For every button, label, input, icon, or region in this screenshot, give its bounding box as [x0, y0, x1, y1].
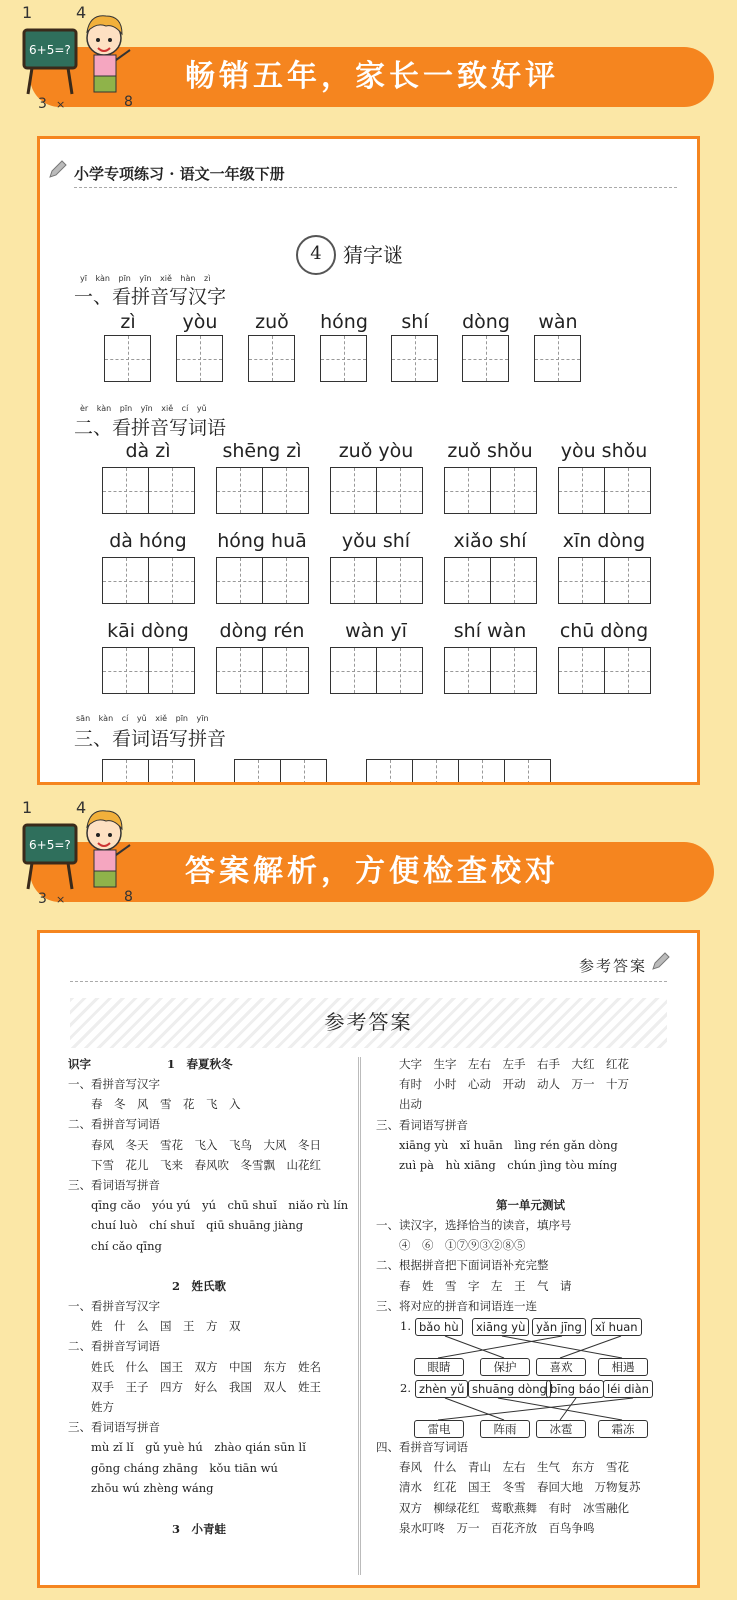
writing-grid [176, 335, 223, 382]
pencil-icon [46, 157, 70, 181]
word-option: 霜冻 [598, 1420, 648, 1438]
writing-grid [391, 335, 438, 382]
writing-grid [148, 557, 195, 604]
answer-line: 二、看拼音写词语 [68, 1117, 160, 1132]
match-line [560, 1398, 576, 1420]
writing-grid [104, 335, 151, 382]
answer-line: 春 姓 雪 字 左 王 气 请 [376, 1278, 572, 1293]
pinyin-option: léi diàn [603, 1380, 653, 1398]
writing-grid [490, 647, 537, 694]
pinyin-label: xīn dòng [562, 530, 646, 552]
answer-line: chí cǎo qīng [68, 1238, 162, 1253]
pinyin-option: zhèn yǔ [415, 1380, 468, 1398]
writing-grid [490, 467, 537, 514]
writing-grid [330, 647, 377, 694]
section1-pinyin: yī kàn pīn yīn xiě hàn zì [80, 274, 211, 283]
pinyin-label: yòu [182, 311, 218, 333]
pinyin-writing-box [458, 759, 505, 785]
answer-line: 二、根据拼音把下面词语补充完整 [376, 1258, 549, 1273]
writing-grid [148, 467, 195, 514]
writing-grid [490, 557, 537, 604]
pinyin-label: xiǎo shí [453, 530, 527, 552]
word-option: 冰雹 [536, 1420, 586, 1438]
pinyin-label: wàn [538, 311, 578, 333]
section3-title: 三、看词语写拼音 [74, 728, 227, 750]
pinyin-label: hóng [320, 311, 368, 333]
writing-grid [444, 467, 491, 514]
answer-line: 春风 冬天 雪花 飞入 飞鸟 大风 冬日 [68, 1137, 321, 1152]
pinyin-label: zuǒ shǒu [447, 440, 533, 462]
word-option: 喜欢 [536, 1358, 586, 1376]
pinyin-writing-box [504, 759, 551, 785]
match-line [560, 1336, 621, 1358]
writing-grid [462, 335, 509, 382]
answer-line: zhōu wú zhèng wáng [68, 1480, 214, 1495]
writing-grid [330, 467, 377, 514]
answer-line: 姓方 [68, 1400, 114, 1414]
worksheet-header: 小学专项练习 · 语文一年级下册 [74, 165, 285, 183]
section2-title: 二、看拼音写词语 [74, 417, 227, 439]
writing-grid [604, 467, 651, 514]
answer-line: 姓氏 什么 国王 双方 中国 东方 姓名 [68, 1359, 321, 1374]
writing-grid [534, 335, 581, 382]
writing-grid [558, 557, 605, 604]
pinyin-writing-box [234, 759, 281, 785]
writing-grid [102, 647, 149, 694]
banner-top-text: 畅销五年，家长一致好评 [185, 59, 559, 94]
answer-line: 双手 王子 四方 好么 我国 双人 姓王 [68, 1379, 321, 1394]
pinyin-label: kāi dòng [107, 620, 189, 642]
pinyin-label: shí wàn [453, 620, 527, 642]
pinyin-writing-box [148, 759, 195, 785]
answer-line: 姓 什 么 国 王 方 双 [68, 1319, 241, 1334]
pinyin-label: dòng rén [219, 620, 305, 642]
answer-line: 双方 柳绿花红 莺歌燕舞 有时 冰雪融化 [376, 1500, 629, 1515]
pinyin-option: xiāng yù [472, 1318, 529, 1336]
pinyin-label: zuǒ yòu [338, 440, 414, 462]
answer-line: 有时 小时 心动 开动 动人 万一 十万 [376, 1077, 629, 1092]
pinyin-writing-box [280, 759, 327, 785]
pinyin-label: wàn yī [345, 620, 407, 642]
section3-pinyin: sān kàn cí yǔ xiě pīn yīn [76, 714, 209, 723]
answers-title: 参考答案 [324, 1010, 413, 1034]
writing-grid [248, 335, 295, 382]
writing-grid [148, 647, 195, 694]
writing-grid [376, 557, 423, 604]
writing-grid [262, 557, 309, 604]
svg-text:3: 3 [38, 891, 47, 907]
writing-grid [262, 467, 309, 514]
pinyin-writing-box [412, 759, 459, 785]
section1-title: 一、看拼音写汉字 [74, 286, 227, 308]
answer-line: xiāng yù xǐ huān lìng rén gǎn dòng [376, 1137, 618, 1152]
section2-pinyin: èr kàn pīn yīn xiě cí yǔ [80, 404, 207, 413]
writing-grid [320, 335, 367, 382]
pinyin-label: dà hóng [109, 530, 187, 552]
answer-line: 一、看拼音写汉字 [68, 1299, 160, 1313]
writing-grid [558, 647, 605, 694]
match-line [445, 1336, 504, 1358]
writing-grid [376, 467, 423, 514]
pinyin-label: chū dòng [559, 620, 649, 642]
lesson1-title: 1 春夏秋冬 [167, 1057, 233, 1071]
writing-grid [216, 557, 263, 604]
answer-line: chuí luò chí shuǐ qiū shuāng jiàng [68, 1218, 304, 1233]
answer-line: 一、看拼音写汉字 [68, 1077, 160, 1091]
unit-test-title: 第一单元测试 [496, 1198, 565, 1212]
match1-number: 1. [400, 1319, 411, 1333]
pinyin-option: bīng báo [546, 1380, 604, 1398]
writing-grid [262, 647, 309, 694]
worksheet-card [37, 136, 700, 785]
writing-grid [330, 557, 377, 604]
svg-text:1: 1 [22, 798, 33, 817]
pinyin-option: bǎo hù [415, 1318, 463, 1336]
answers-header: 参考答案 [578, 957, 647, 975]
lesson-number-badge: 4 [296, 235, 336, 275]
header-divider [74, 187, 677, 188]
answer-line: mù zǐ lǐ gǔ yuè hú zhào qián sūn lǐ [68, 1440, 306, 1455]
answer-line: 三、看词语写拼音 [68, 1178, 160, 1192]
lesson2-title: 2 姓氏歌 [171, 1279, 226, 1293]
writing-grid [604, 647, 651, 694]
writing-grid [102, 467, 149, 514]
column-divider [358, 1057, 361, 1575]
svg-text:8: 8 [124, 889, 133, 905]
pencil-icon [649, 949, 673, 973]
writing-grid [444, 647, 491, 694]
svg-text:×: × [56, 893, 66, 906]
lesson-title: 猜字谜 [343, 243, 403, 267]
answer-line: zuì pà hù xiāng chún jìng tòu míng [376, 1158, 618, 1172]
answer-line: 泉水叮咚 万一 百花齐放 百鸟争鸣 [376, 1520, 595, 1535]
mascot-illustration-2 [18, 797, 143, 907]
match-line [502, 1336, 622, 1358]
answers-divider [70, 981, 667, 982]
pinyin-label: yòu shǒu [560, 440, 648, 462]
pinyin-option: yǎn jīng [532, 1318, 586, 1336]
pinyin-label: zuǒ [255, 311, 289, 333]
lesson3-title: 3 小青蛙 [171, 1522, 226, 1536]
svg-text:8: 8 [124, 94, 133, 110]
pinyin-label: dà zì [125, 440, 171, 462]
pinyin-label: zì [120, 311, 136, 333]
pinyin-label: yǒu shí [341, 530, 411, 552]
answer-line: gōng cháng zhāng kǒu tiān wú [68, 1460, 278, 1475]
answer-line: 四、看拼音写词语 [376, 1440, 468, 1454]
answer-line: 大字 生字 左右 左手 右手 大红 红花 [376, 1057, 629, 1071]
pinyin-label: shēng zì [222, 440, 302, 462]
answer-line: 出动 [376, 1097, 422, 1112]
pinyin-option: xǐ huan [591, 1318, 642, 1336]
mascot-illustration [18, 2, 143, 112]
pinyin-label: hóng huā [217, 530, 307, 552]
writing-grid [102, 557, 149, 604]
answer-line: 一、读汉字，选择恰当的读音，填序号 [376, 1218, 572, 1232]
writing-grid [376, 647, 423, 694]
answers-card [37, 930, 700, 1588]
svg-text:6+5=?: 6+5=? [29, 838, 71, 852]
writing-grid [558, 467, 605, 514]
match-line [438, 1336, 562, 1358]
answer-line: 下雪 花儿 飞来 春风吹 冬雪飘 山花红 [68, 1157, 321, 1172]
match2-number: 2. [400, 1381, 411, 1395]
board-text: 6+5=? [29, 43, 71, 57]
banner-bottom-text: 答案解析，方便检查校对 [185, 854, 559, 889]
word-option: 阵雨 [480, 1420, 530, 1438]
writing-grid [444, 557, 491, 604]
word-option: 眼睛 [414, 1358, 464, 1376]
answer-line: 春风 什么 青山 左右 生气 东方 雪花 [376, 1460, 629, 1475]
unit-label: 识字 [68, 1057, 91, 1071]
svg-text:3: 3 [38, 96, 47, 112]
svg-text:4: 4 [76, 3, 87, 22]
word-option: 相遇 [598, 1358, 648, 1376]
writing-grid [604, 557, 651, 604]
pinyin-label: shí [401, 311, 429, 333]
match-line [438, 1398, 633, 1420]
svg-text:×: × [56, 98, 66, 111]
word-option: 保护 [480, 1358, 530, 1376]
writing-grid [216, 647, 263, 694]
answer-line: ④ ⑥ ①⑦⑨③②⑧⑤ [376, 1238, 526, 1253]
answer-line: 三、看词语写拼音 [376, 1117, 468, 1132]
svg-text:1: 1 [22, 3, 33, 22]
answer-line: 二、看拼音写词语 [68, 1339, 160, 1354]
pinyin-option: shuāng dòng [468, 1380, 551, 1398]
pinyin-label: dòng [462, 311, 510, 333]
word-option: 雷电 [414, 1420, 464, 1438]
match-line [445, 1398, 504, 1420]
answer-line: 春 冬 风 雪 花 飞 入 [68, 1097, 241, 1112]
answer-line: qīng cǎo yóu yú yú chū shuǐ niǎo rù lín [68, 1198, 349, 1213]
pinyin-writing-box [366, 759, 413, 785]
answer-line: 三、将对应的拼音和词语连一连 [376, 1298, 537, 1313]
answer-line: 三、看词语写拼音 [68, 1420, 160, 1435]
writing-grid [216, 467, 263, 514]
answer-line: 清水 红花 国王 冬雪 春回大地 万物复苏 [376, 1480, 641, 1495]
match-line [498, 1398, 622, 1420]
svg-text:4: 4 [76, 798, 87, 817]
pinyin-writing-box [102, 759, 149, 785]
